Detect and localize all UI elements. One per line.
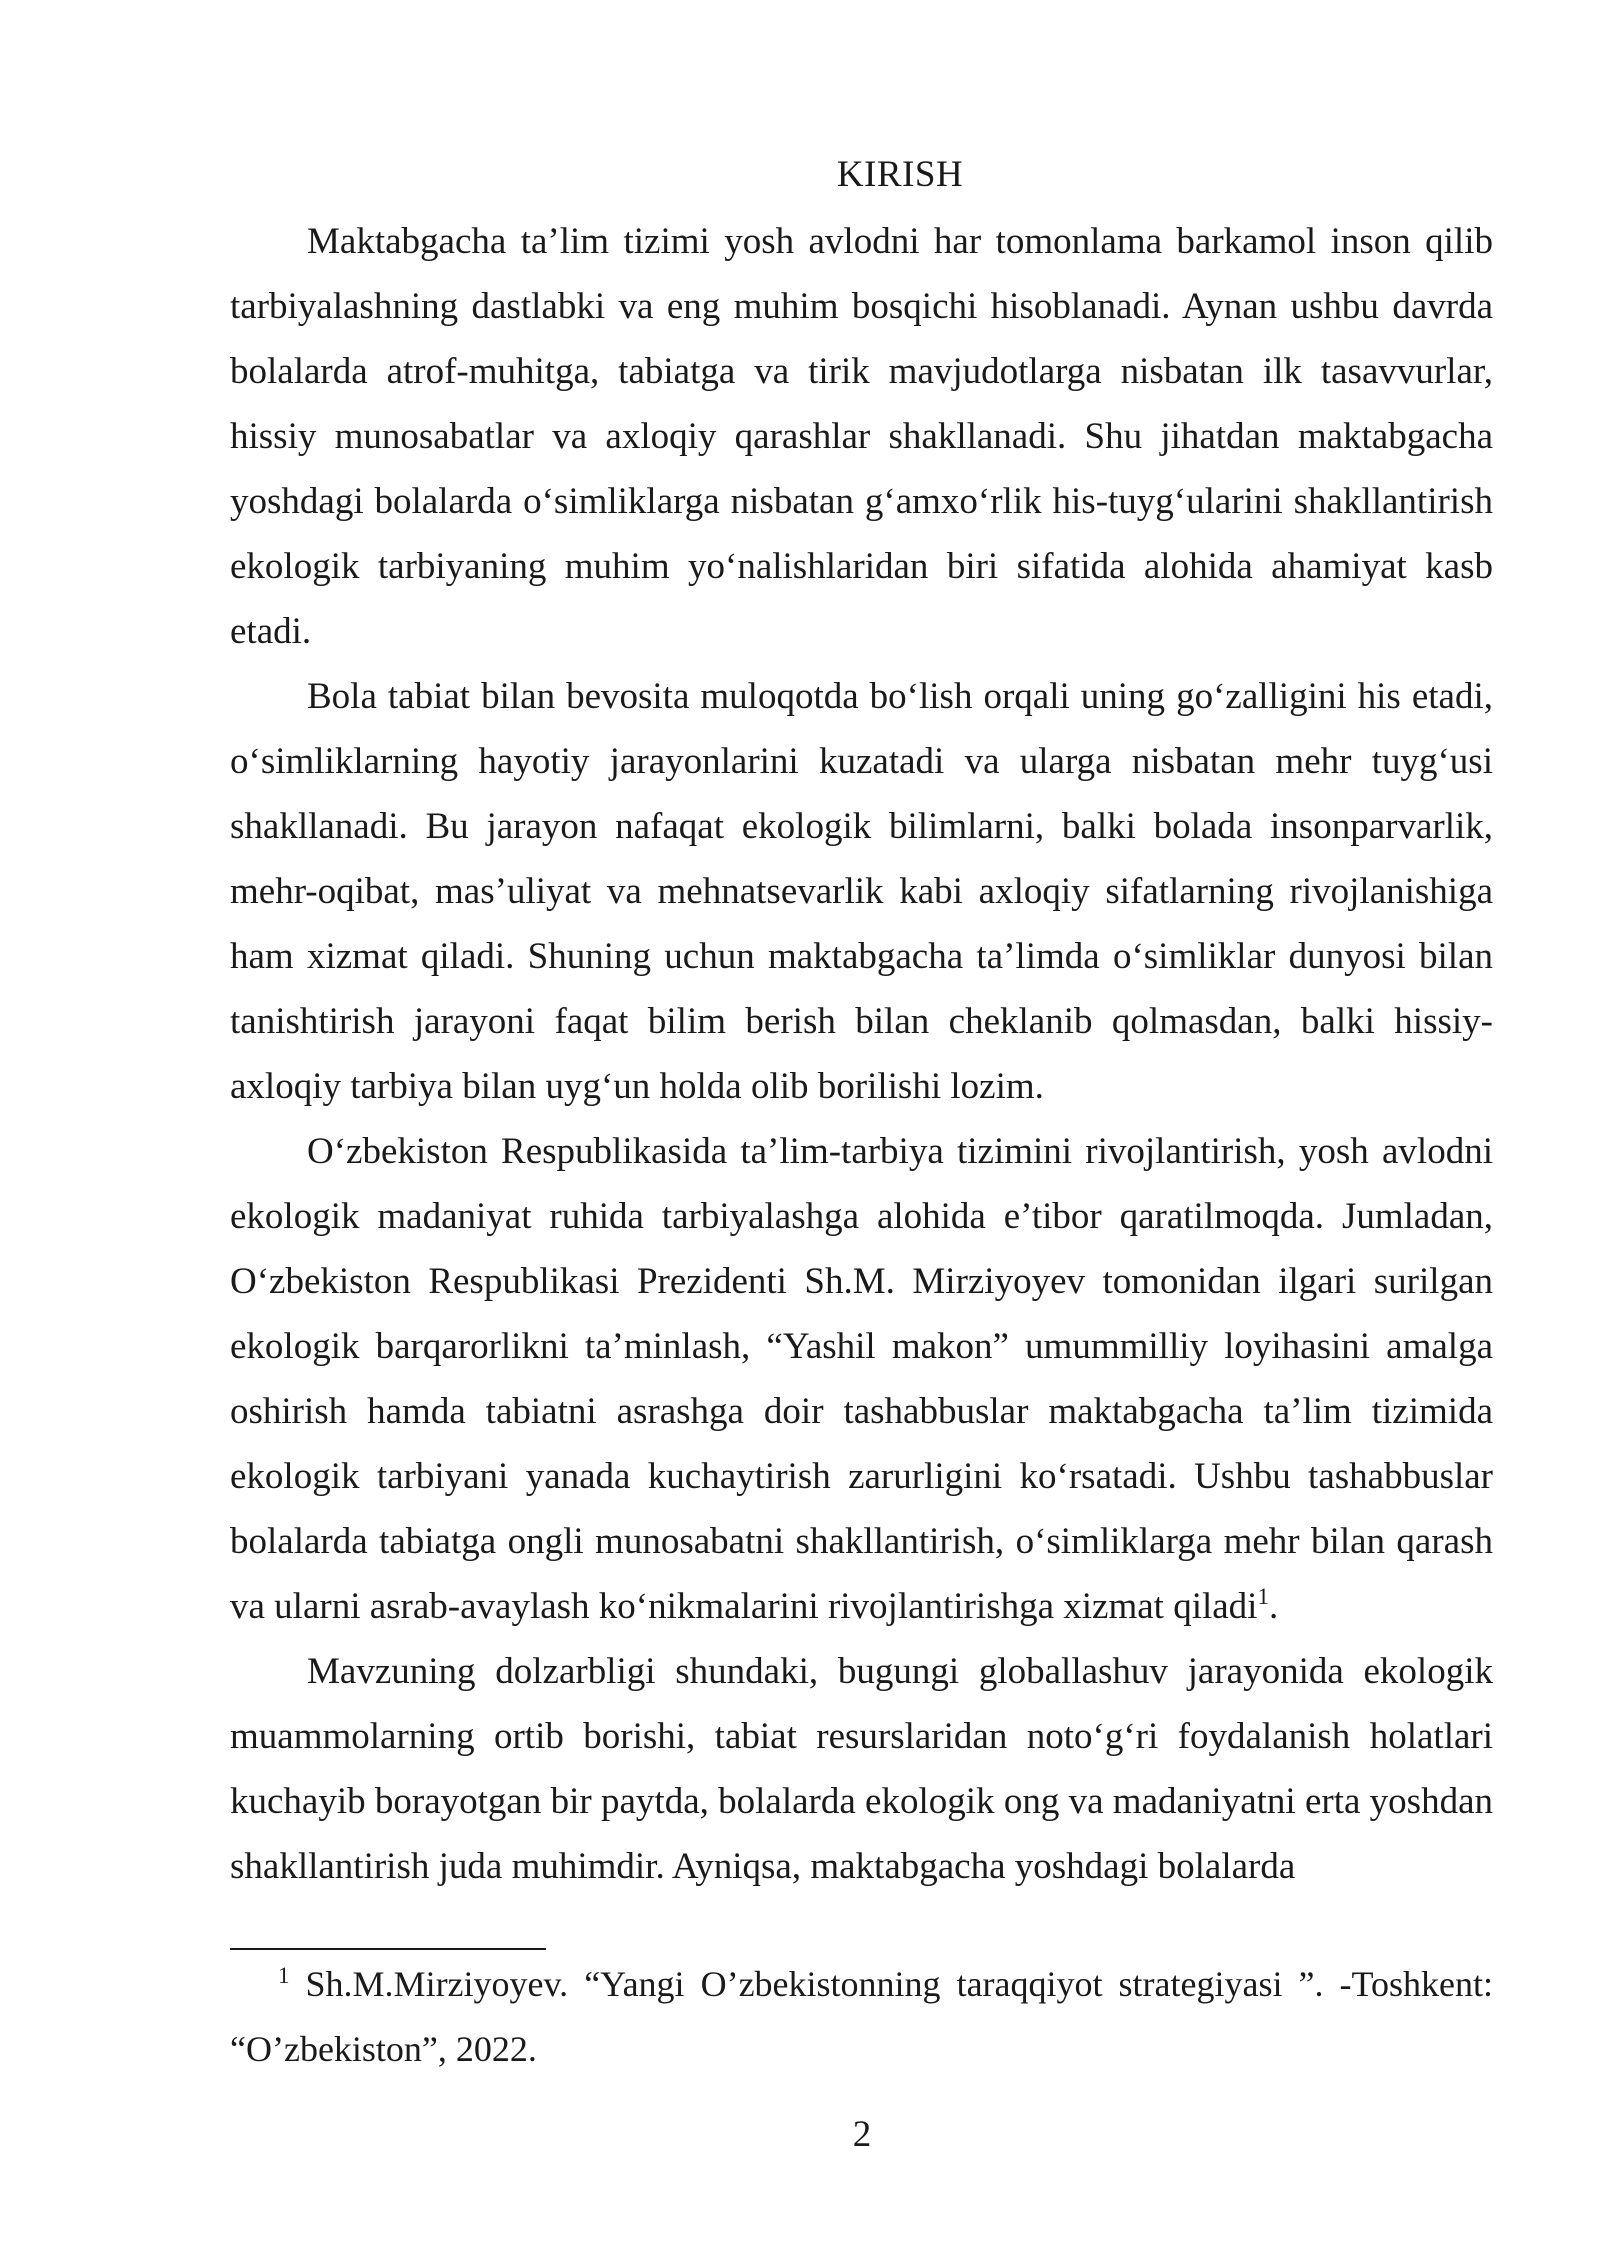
paragraph-4: Mavzuning dolzarbligi shundaki, bugungi globallashuv jarayonida ekologik muammolarning ortib borishi, tabiat resurslaridan noto‘g‘ri foydalanish holatlari kuchayib borayotgan bir paytda, bolalarda ekologik ong va madaniyatni erta yoshdan shakllantirish juda muhimdir. Ayniqsa, maktabgacha yoshdagi bolalarda: [230, 1651, 1493, 1887]
footnote-marker: 1: [278, 1963, 290, 1988]
page-number: 2: [852, 2114, 872, 2155]
footnote: [230, 1952, 1493, 2082]
paragraph-2: Bola tabiat bilan bevosita muloqotda bo‘lish orqali uning go‘zalligini his etadi, o‘simliklarning hayotiy jarayonlarini kuzatadi va ularga nisbatan mehr tuyg‘usi shakllanadi. Bu jarayon nafaqat ekologik bilimlarni, balki bolada insonparvarlik, mehr-oqibat, mas’uliyat va mehnatsevarlik kabi axloqiy sifatlarning rivojlanishiga ham xizmat qiladi. Shuning uchun maktabgacha ta’limda o‘simliklar dunyosi bilan tanishtirish jarayoni faqat bilim berish bilan cheklanib qolmasdan, balki hissiy-axloqiy tarbiya bilan uyg‘un holda olib borilishi lozim.: [230, 676, 1493, 1107]
paragraph-3: [230, 1119, 1493, 1639]
paragraph-3-end: .: [1268, 1586, 1279, 1627]
section-title: KIRISH: [836, 154, 964, 195]
footnote-text: Sh.M.Mirziyoyev. “Yangi O’zbekistonning taraqqiyot strategiyasi ”. -Toshkent: “O’zbekiston”, 2022.: [230, 1964, 1493, 2069]
body-text: [230, 209, 1493, 1899]
footnote-reference[interactable]: 1: [1257, 1584, 1269, 1609]
paragraph-3-text: O‘zbekiston Respublikasida ta’lim-tarbiya tizimini rivojlantirish, yosh avlodni ekologik madaniyat ruhida tarbiyalashga alohida e’tibor qaratilmoqda. Jumladan, O‘zbekiston Respublikasi Prezidenti Sh.M. Mirziyoyev tomonidan ilgari surilgan ekologik barqarorlikni ta’minlash, “Yashil makon” umummilliy loyihasini amalga oshirish hamda tabiatni asrashga doir tashabbuslar maktabgacha ta’lim tizimida ekologik tarbiyani yanada kuchaytirish zarurligini ko‘rsatadi. Ushbu tashabbuslar bolalarda tabiatga ongli munosabatni shakllantirish, o‘simliklarga mehr bilan qarash va ularni asrab-avaylash ko‘nikmalarini rivojlantirishga xizmat qiladi: [230, 1131, 1493, 1627]
paragraph-1: Maktabgacha ta’lim tizimi yosh avlodni har tomonlama barkamol inson qilib tarbiyalashning dastlabki va eng muhim bosqichi hisoblanadi. Aynan ushbu davrda bolalarda atrof-muhitga, tabiatga va tirik mavjudotlarga nisbatan ilk tasavvurlar, hissiy munosabatlar va axloqiy qarashlar shakllanadi. Shu jihatdan maktabgacha yoshdagi bolalarda o‘simliklarga nisbatan g‘amxo‘rlik his-tuyg‘ularini shakllantirish ekologik tarbiyaning muhim yo‘nalishlaridan biri sifatida alohida ahamiyat kasb etadi.: [230, 221, 1493, 652]
footnote-separator: [230, 1948, 546, 1950]
